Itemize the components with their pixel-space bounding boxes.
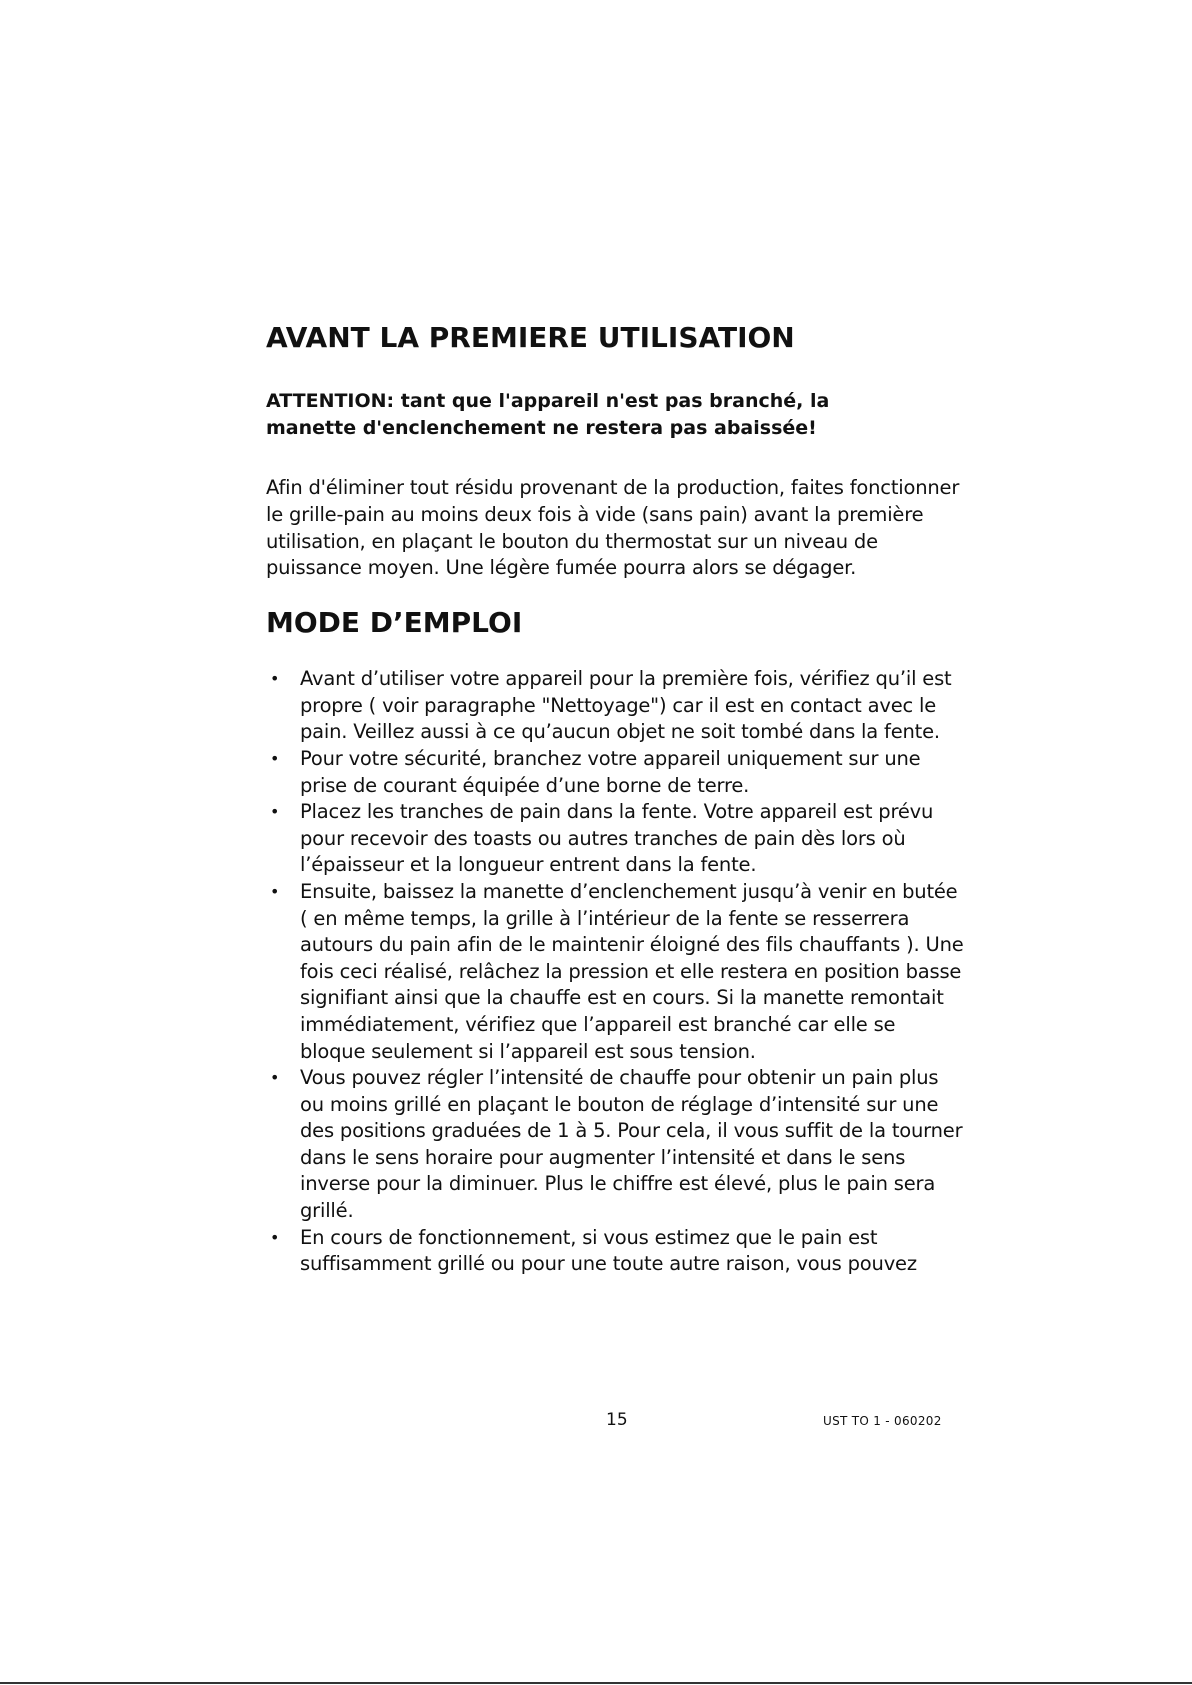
section-title-first-use: AVANT LA PREMIERE UTILISATION xyxy=(266,321,795,354)
bullet-icon: • xyxy=(270,1227,280,1247)
attention-warning: ATTENTION: tant que l'appareil n'est pas branché, la manette d'enclenchement ne restera pas abaissée! xyxy=(266,390,830,439)
list-item xyxy=(266,879,966,1065)
bullet-icon: • xyxy=(270,748,280,768)
list-item-text: Avant d’utiliser votre appareil pour la première fois, vérifiez qu’il est propre ( voir paragraphe "Nettoyage") car il est en contact avec le pain. Veillez aussi à ce qu’aucun objet ne soit tombé dans la fente. xyxy=(300,667,952,744)
list-item xyxy=(266,746,966,799)
list-item xyxy=(266,799,966,879)
list-item-text: Placez les tranches de pain dans la fente. Votre appareil est prévu pour recevoir des toasts ou autres tranches de pain dès lors où l’épaisseur et la longueur entrent dans la fente. xyxy=(300,800,934,877)
bullet-icon: • xyxy=(270,802,280,822)
bullet-icon: • xyxy=(270,881,280,901)
bullet-icon: • xyxy=(270,1068,280,1088)
list-item xyxy=(266,1225,966,1278)
list-item-text: Ensuite, baissez la manette d’enclenchement jusqu’à venir en butée ( en même temps, la grille à l’intérieur de la fente se resserrera autours du pain afin de le maintenir éloigné des fils chauffants ). Une fois ceci réalisé, relâchez la pression et elle restera en position basse signifiant ainsi que la chauffe est en cours. Si la manette remontait immédiatement, vérifiez que l’appareil est branché car elle se bloque seulement si l’appareil est sous tension. xyxy=(300,879,964,1063)
instructions-list xyxy=(266,666,966,1278)
section-title-instructions: MODE D’EMPLOI xyxy=(266,606,523,640)
page-content xyxy=(266,318,966,1278)
list-item-text: Vous pouvez régler l’intensité de chauffe pour obtenir un pain plus ou moins grillé en plaçant le bouton de réglage d’intensité sur une des positions graduées de 1 à 5. Pour cela, il vous suffit de la tourner dans le sens horaire pour augmenter l’intensité et dans le sens inverse pour la diminuer. Plus le chiffre est élevé, plus le pain sera grillé. xyxy=(300,1066,963,1223)
list-item xyxy=(266,666,966,746)
page-edge-rule xyxy=(0,1682,1192,1684)
document-code: UST TO 1 - 060202 xyxy=(823,1414,942,1428)
list-item-text: Pour votre sécurité, branchez votre appareil uniquement sur une prise de courant équipée d’une borne de terre. xyxy=(300,746,921,797)
bullet-icon: • xyxy=(270,669,280,689)
list-item-text: En cours de fonctionnement, si vous estimez que le pain est suffisamment grillé ou pour une toute autre raison, vous pouvez xyxy=(300,1225,917,1276)
list-item xyxy=(266,1065,966,1225)
page-number: 15 xyxy=(606,1410,628,1430)
first-use-paragraph: Afin d'éliminer tout résidu provenant de la production, faites fonctionner le grille-pain au moins deux fois à vide (sans pain) avant la première utilisation, en plaçant le bouton du thermostat sur un niveau de puissance moyen. Une légère fumée pourra alors se dégager. xyxy=(266,476,960,580)
